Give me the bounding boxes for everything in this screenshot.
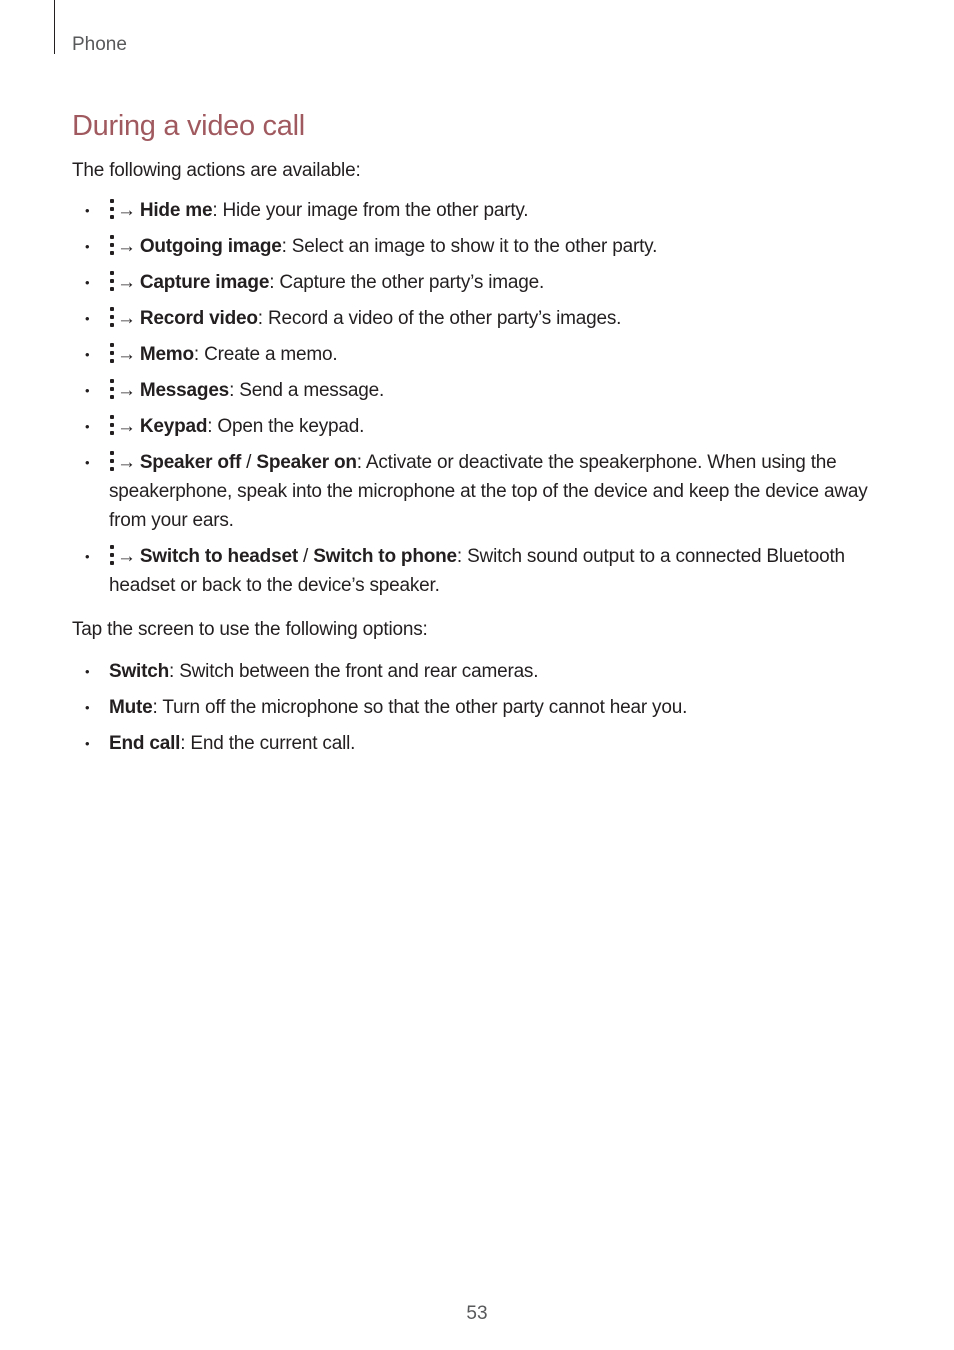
term-separator: / [297,546,314,567]
arrow-icon: → [117,308,136,329]
action-term: Speaker off [139,452,242,473]
list-item [72,304,892,333]
actions-list [72,196,892,600]
list-item [72,232,892,261]
option-term: Switch [109,661,170,682]
actions-intro: The following actions are available: [72,160,361,181]
action-term-alt: Switch to phone [313,546,457,567]
action-desc: : Select an image to show it to the other party. [281,236,658,257]
action-term: Outgoing image [139,236,282,257]
more-options-icon [109,234,115,256]
list-item [72,196,892,225]
list-item [72,340,892,369]
option-desc: : Switch between the front and rear cameras. [169,661,539,682]
list-item [72,657,892,686]
page-number: 53 [466,1303,488,1324]
term-separator: / [241,452,257,473]
bullet: • [85,311,90,326]
arrow-icon: → [117,344,136,365]
action-term: Keypad [139,416,208,437]
list-item [72,376,892,405]
more-options-icon [109,414,115,436]
action-desc: : Capture the other party’s image. [269,272,545,293]
arrow-icon: → [117,546,136,567]
action-desc: : Hide your image from the other party. [212,200,529,221]
more-options-icon [109,198,115,220]
bullet: • [85,664,90,679]
more-options-icon [109,378,115,400]
arrow-icon: → [117,416,136,437]
option-desc: : Turn off the microphone so that the other party cannot hear you. [152,697,688,718]
more-options-icon [109,450,115,472]
section-title: During a video call [72,110,305,142]
action-desc: : Switch sound output to a connected Bluetooth headset or back to the device’s speaker. [109,546,845,596]
action-term-alt: Speaker on [256,452,357,473]
more-options-icon [109,342,115,364]
bullet: • [85,419,90,434]
action-term: Record video [139,308,258,329]
option-term: Mute [109,697,153,718]
action-desc: : Open the keypad. [207,416,365,437]
arrow-icon: → [117,200,136,221]
action-term: Memo [139,344,194,365]
list-item [72,412,892,441]
list-item [72,693,892,722]
bullet: • [85,203,90,218]
option-desc: : End the current call. [180,733,356,754]
bullet: • [85,275,90,290]
bullet: • [85,700,90,715]
more-options-icon [109,270,115,292]
more-options-icon [109,544,115,566]
bullet: • [85,549,90,564]
options-intro: Tap the screen to use the following options: [72,619,428,640]
more-options-icon [109,306,115,328]
bullet: • [85,239,90,254]
list-item [72,268,892,297]
bullet: • [85,383,90,398]
action-term: Switch to headset [139,546,298,567]
action-desc: : Activate or deactivate the speakerphone. When using the speakerphone, speak into the microphone at the top of the device and keep the device away from your ears. [109,452,868,531]
bullet: • [85,736,90,751]
list-item [72,448,892,535]
action-term: Messages [139,380,230,401]
header-rule [54,0,55,54]
action-desc: : Create a memo. [193,344,338,365]
arrow-icon: → [117,452,136,473]
arrow-icon: → [117,236,136,257]
header-section-label: Phone [72,34,127,55]
bullet: • [85,455,90,470]
action-term: Capture image [139,272,270,293]
action-desc: : Record a video of the other party’s images. [257,308,622,329]
action-term: Hide me [139,200,213,221]
option-term: End call [109,733,181,754]
arrow-icon: → [117,380,136,401]
options-list [72,657,892,758]
arrow-icon: → [117,272,136,293]
action-desc: : Send a message. [229,380,385,401]
list-item [72,542,892,600]
list-item [72,729,892,758]
bullet: • [85,347,90,362]
